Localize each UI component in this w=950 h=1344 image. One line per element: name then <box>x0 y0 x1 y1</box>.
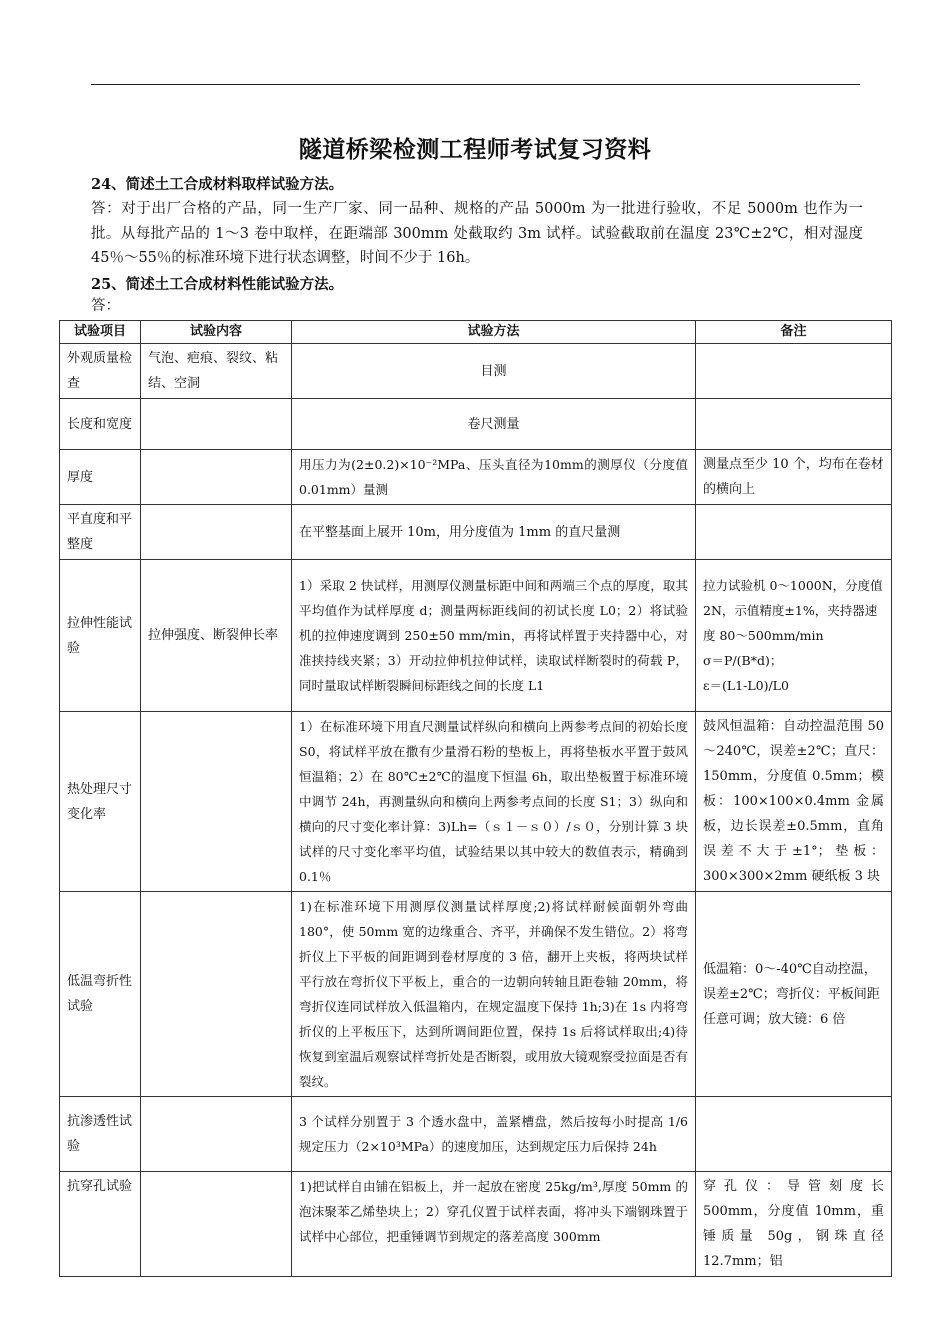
table-row <box>60 344 892 399</box>
row-method: 3 个试样分别置于 3 个透水盘中，盖紧槽盘，然后按每小时提高 1/6 规定压力（2×10³MPa）的速度加压，达到规定压力后保持 24h <box>292 1097 696 1172</box>
row-note <box>696 505 892 560</box>
row-method: 用压力为(2±0.2)×10⁻²MPa、压头直径为10mm的测厚仪（分度值0.01mm）量测 <box>292 450 696 505</box>
answer-25-label: 答： <box>91 298 120 314</box>
table-row <box>60 399 892 450</box>
row-note: 穿孔仪：导管刻度长 500mm，分度值 10mm，重锤质量 50g，钢珠直径 12.7mm；铝 <box>696 1172 892 1277</box>
row-content <box>141 505 292 560</box>
table-header-row <box>60 321 892 344</box>
header-test-item: 试验项目 <box>60 321 141 344</box>
row-item: 抗渗透性试验 <box>60 1097 141 1172</box>
row-content <box>141 1097 292 1172</box>
row-item: 厚度 <box>60 450 141 505</box>
row-content <box>141 399 292 450</box>
table-row <box>60 892 892 1097</box>
row-note: 低温箱：0～-40℃自动控温，误差±2℃；弯折仪：平板间距任意可调；放大镜：6 倍 <box>696 892 892 1097</box>
row-content <box>141 892 292 1097</box>
question-25: 25、简述土工合成材料性能试验方法。 <box>91 276 344 293</box>
row-item: 热处理尺寸变化率 <box>60 712 141 892</box>
test-methods-table <box>59 320 892 1277</box>
row-item: 拉伸性能试验 <box>60 560 141 712</box>
row-content <box>141 450 292 505</box>
row-item: 抗穿孔试验 <box>60 1172 141 1277</box>
row-method: 1)把试样自由铺在铝板上，并一起放在密度 25kg/m³,厚度 50mm 的泡沫聚苯乙烯垫块上；2）穿孔仪置于试样表面，将冲头下端钢珠置于试样中心部位，把重锤调节到规定的落差高度 300mm <box>292 1172 696 1277</box>
header-rule <box>91 84 860 85</box>
row-content <box>141 1172 292 1277</box>
row-content: 拉伸强度、断裂伸长率 <box>141 560 292 712</box>
question-24: 24、简述土工合成材料取样试验方法。 <box>91 176 344 193</box>
row-method: 1）采取 2 快试样，用测厚仪测量标距中间和两端三个点的厚度，取其平均值作为试样厚度 d；测量两标距线间的初试长度 L0；2）将试验机的拉伸速度调到 250±50 mm/min，再将试样置于夹持器中心，对准挟持线夹紧；3）开动拉伸机拉伸试样，读取试样断裂时的荷载 P，同时量取试样断裂瞬间标距线之间的长度 L1 <box>292 560 696 712</box>
row-item: 长度和宽度 <box>60 399 141 450</box>
row-note: 拉力试验机 0～1000N，分度值 2N，示值精度±1%，夹持器速度 80～500mm/min σ＝P/(B*d)； ε＝(L1-L0)/L0 <box>696 560 892 712</box>
table-row <box>60 1172 892 1277</box>
row-note <box>696 1097 892 1172</box>
table-row <box>60 505 892 560</box>
table-row <box>60 560 892 712</box>
row-item: 外观质量检查 <box>60 344 141 399</box>
table-row <box>60 450 892 505</box>
document-title: 隧道桥梁检测工程师考试复习资料 <box>298 136 652 163</box>
row-method: 目测 <box>292 344 696 399</box>
row-item: 平直度和平整度 <box>60 505 141 560</box>
row-content <box>141 712 292 892</box>
row-note <box>696 344 892 399</box>
row-note: 测量点至少 10 个，均布在卷材的横向上 <box>696 450 892 505</box>
header-test-method: 试验方法 <box>292 321 696 344</box>
row-note <box>696 399 892 450</box>
row-item: 低温弯折性试验 <box>60 892 141 1097</box>
table-row <box>60 712 892 892</box>
row-method: 卷尺测量 <box>292 399 696 450</box>
answer-24: 答：对于出厂合格的产品，同一生产厂家、同一品种、规格的产品 5000m 为一批进行验收，不足 5000m 也作为一批。从每批产品的 1～3 卷中取样，在距端部 300mm 处截取约 3m 试样。试验截取前在温度 23℃±2℃，相对湿度 45％～55％的标准环境下进行状态调整，时间不少于 16h。 <box>91 201 863 266</box>
table-row <box>60 1097 892 1172</box>
row-content: 气泡、疤痕、裂纹、粘结、空洞 <box>141 344 292 399</box>
row-note: 鼓风恒温箱：自动控温范围 50～240℃，误差±2℃；直尺：150mm，分度值 0.5mm；模板：100×100×0.4mm 金属板，边长误差±0.5mm，直角误差不大于±1°；垫板：300×300×2mm 硬纸板 3 块 <box>696 712 892 892</box>
row-method: 1)在标准环境下用测厚仪测量试样厚度;2)将试样耐候面朝外弯曲 180°，使 50mm 宽的边缘重合、齐平，并确保不发生错位。2）将弯折仪上下平板的间距调到卷材厚度的 3 倍，翻开上夹板，将两块试样平行放在弯折仪下平板上，重合的一边朝向转轴且距卷轴 20mm，将弯折仪连同试样放入低温箱内，在规定温度下保持 1h;3)在 1s 内将弯折仪的上平板压下，达到所调间距位置，保持 1s 后将试样取出;4)待恢复到室温后观察试样弯折处是否断裂，或用放大镜观察受拉面是否有裂纹。 <box>292 892 696 1097</box>
row-method: 在平整基面上展开 10m，用分度值为 1mm 的直尺量测 <box>292 505 696 560</box>
row-method: 1）在标准环境下用直尺测量试样纵向和横向上两参考点间的初始长度 S0，将试样平放在撒有少量滑石粉的垫板上，再将垫板水平置于鼓风恒温箱；2）在 80℃±2℃的温度下恒温 6h，取出垫板置于标准环境中调节 24h，再测量纵向和横向上两参考点间的长度 S1；3）纵向和横向的尺寸变化率计算：3)Lh=（ｓ１－ｓ０）/ｓ０，分别计算 3 块试样的尺寸变化率平均值，试验结果以其中较大的数值表示，精确到 0.1％ <box>292 712 696 892</box>
header-test-content: 试验内容 <box>141 321 292 344</box>
header-remarks: 备注 <box>696 321 892 344</box>
